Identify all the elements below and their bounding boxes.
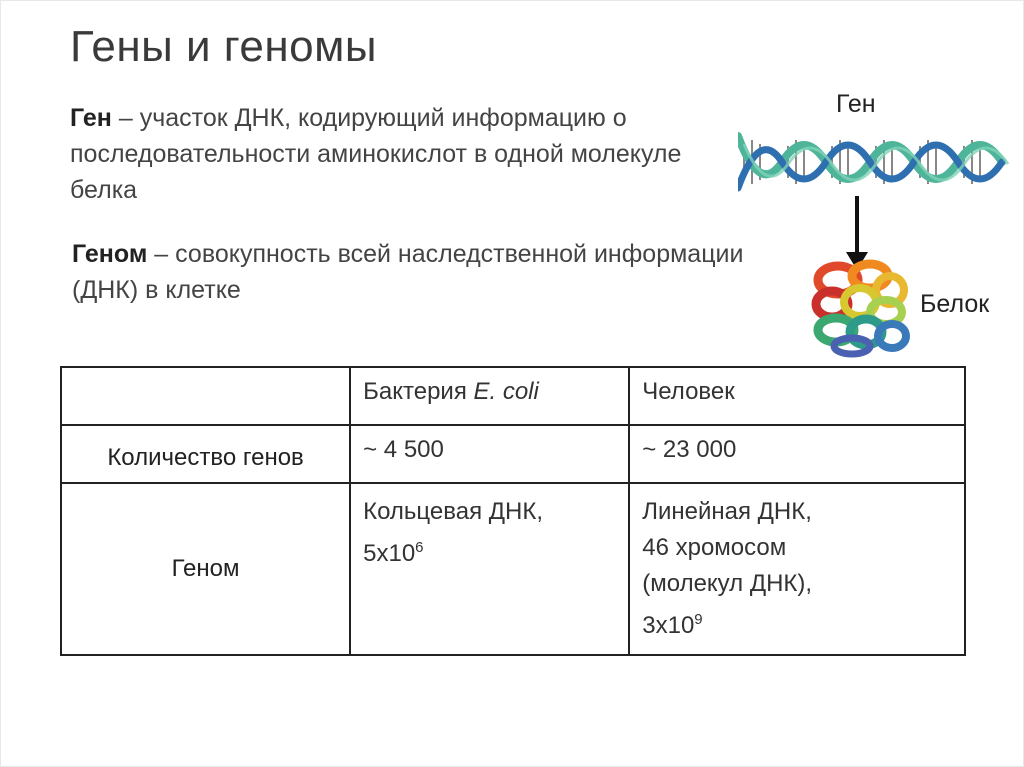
table-header-row: [61, 367, 965, 425]
header-ecoli-prefix: Бактерия: [363, 378, 474, 405]
ecoli-genome-size: 5х10: [363, 540, 416, 567]
human-genome-line1: Линейная ДНК,: [642, 498, 812, 525]
cell-human-gene-count: ~ 23 000: [629, 425, 965, 483]
cell-ecoli-gene-count: ~ 4 500: [350, 425, 629, 483]
gene-diagram-label: Ген: [836, 90, 876, 118]
protein-diagram-label: Белок: [920, 290, 990, 318]
cell-ecoli-genome: [350, 483, 629, 655]
human-genome-line4: [642, 602, 952, 644]
genome-term: Геном: [72, 240, 148, 268]
table-corner-cell: [61, 367, 350, 425]
slide-title: Гены и геномы: [70, 22, 378, 71]
ecoli-genome-exponent: 6: [415, 539, 424, 556]
table-row-genome: [61, 483, 965, 655]
row-label-gene-count: Количество генов: [61, 425, 350, 483]
header-ecoli: [350, 367, 629, 425]
dna-helix-image: [738, 126, 1010, 198]
ecoli-genome-line1: Кольцевая ДНК,: [363, 498, 543, 525]
human-genome-line3: (молекул ДНК),: [642, 570, 813, 597]
row-label-genome: Геном: [61, 483, 350, 655]
gene-term: Ген: [70, 104, 112, 132]
human-genome-line2: 46 хромосом: [642, 534, 787, 561]
genome-definition: [72, 236, 752, 308]
header-human: Человек: [629, 367, 965, 425]
ecoli-genome-line2: [363, 530, 616, 572]
genome-comparison-table: [60, 366, 966, 656]
human-genome-exponent: 9: [694, 611, 703, 628]
table-row-gene-count: [61, 425, 965, 483]
gene-definition: [70, 100, 750, 208]
cell-human-genome: [629, 483, 965, 655]
human-genome-size: 3х10: [642, 612, 695, 639]
gene-definition-text: – участок ДНК, кодирующий информацию о последовательности аминокислот в одной молекуле белка: [70, 104, 682, 204]
header-ecoli-name: E. coli: [473, 378, 539, 405]
genome-definition-text: – совокупность всей наследственной информации (ДНК) в клетке: [72, 240, 744, 304]
protein-structure-image: [808, 254, 912, 358]
